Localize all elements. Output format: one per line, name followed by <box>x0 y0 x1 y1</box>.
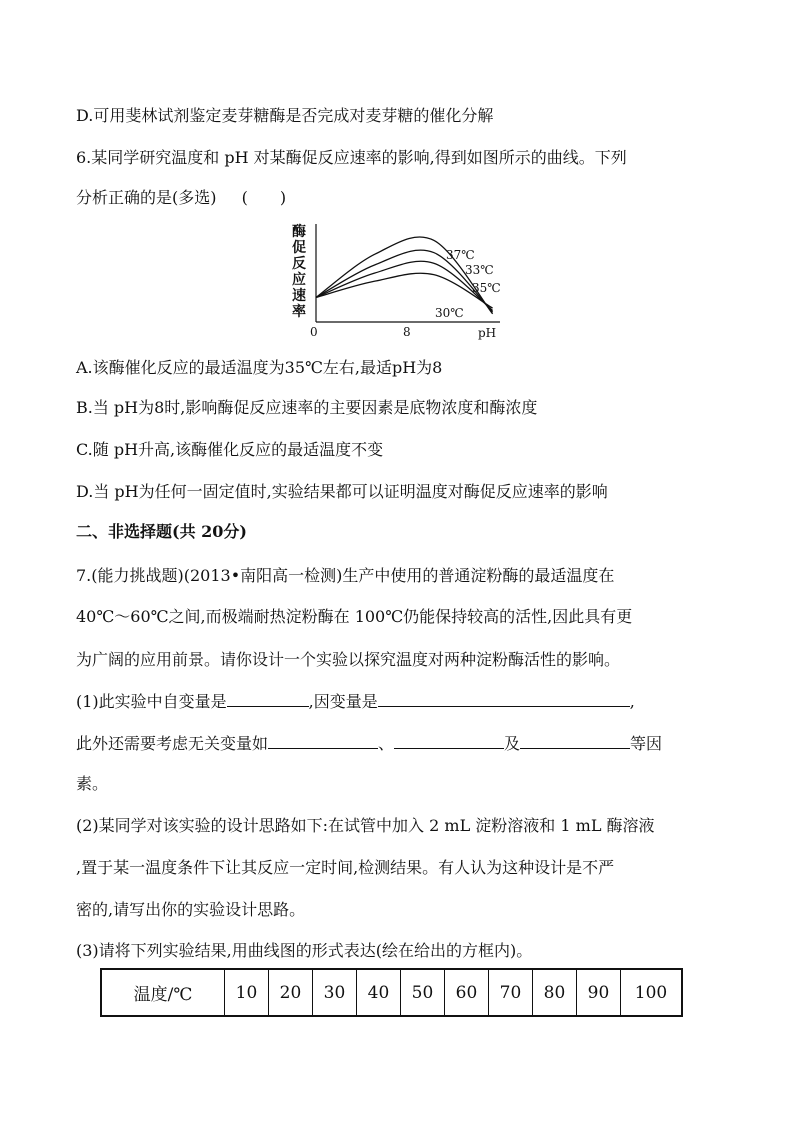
table-cell: 90 <box>577 969 621 1016</box>
table-cell: 40 <box>357 969 401 1016</box>
table-cell: 60 <box>445 969 489 1016</box>
question-7-line1: 7.(能力挑战题)(2013•南阳高一检测)生产中使用的普通淀粉酶的最适温度在 <box>76 566 615 585</box>
part1-text-g: 等因 <box>630 734 663 753</box>
curve-30c <box>316 273 493 308</box>
answer-paren: ( ) <box>241 188 287 207</box>
question-7-part1 <box>76 690 635 713</box>
question-7-part1-line2 <box>76 732 662 755</box>
x-tick-0: 0 <box>310 325 318 339</box>
question-7-part2-line2: ,置于某一温度条件下让其反应一定时间,检测结果。有人认为这种设计是不严 <box>76 858 615 877</box>
table-row <box>101 969 682 1016</box>
blank-independent-var[interactable] <box>227 690 309 707</box>
y-label-char: 反 <box>292 256 306 272</box>
table-cell: 80 <box>533 969 577 1016</box>
option-d: D.当 pH为任何一固定值时,实验结果都可以证明温度对酶促反应速率的影响 <box>76 482 608 501</box>
series-label-30: 30℃ <box>435 306 464 320</box>
option-a: A.该酶催化反应的最适温度为35℃左右,最适pH为8 <box>76 358 443 377</box>
part1-text-e: 、 <box>378 734 395 753</box>
question-6-text: 分析正确的是(多选) <box>76 188 217 207</box>
temperature-table <box>100 968 683 1017</box>
series-label-33: 33℃ <box>465 263 494 277</box>
question-7-line3: 为广阔的应用前景。请你设计一个实验以探究温度对两种淀粉酶活性的影响。 <box>76 650 621 669</box>
question-7-part1-line3: 素。 <box>76 774 109 793</box>
question-7-part2-line1: (2)某同学对该实验的设计思路如下:在试管中加入 2 mL 淀粉溶液和 1 mL 酶溶液 <box>76 816 655 835</box>
section-heading: 二、非选择题(共 20分) <box>76 522 247 541</box>
series-label-35: 35℃ <box>472 281 501 295</box>
table-cell: 30 <box>313 969 357 1016</box>
table-cell: 50 <box>401 969 445 1016</box>
table-header-cell: 温度/℃ <box>101 969 225 1016</box>
option-c: C.随 pH升高,该酶催化反应的最适温度不变 <box>76 440 384 459</box>
part1-text-d: 此外还需要考虑无关变量如 <box>76 734 269 753</box>
option-b: B.当 pH为8时,影响酶促反应速率的主要因素是底物浓度和酶浓度 <box>76 398 538 417</box>
y-label-char: 应 <box>292 272 306 288</box>
x-tick-8: 8 <box>403 325 411 339</box>
table-cell: 20 <box>269 969 313 1016</box>
enzyme-rate-chart <box>290 222 520 346</box>
blank-control-var-3[interactable] <box>520 732 630 749</box>
y-label-char: 速 <box>292 288 306 304</box>
y-label-char: 率 <box>292 304 306 320</box>
y-label-char: 酶 <box>292 224 306 240</box>
part1-text-a: (1)此实验中自变量是 <box>76 692 227 711</box>
series-label-37: 37℃ <box>446 248 475 262</box>
question-7-part3: (3)请将下列实验结果,用曲线图的形式表达(绘在给出的方框内)。 <box>76 941 533 960</box>
question-7-line2: 40℃～60℃之间,而极端耐热淀粉酶在 100℃仍能保持较高的活性,因此具有更 <box>76 607 633 626</box>
question-7-part2-line3: 密的,请写出你的实验设计思路。 <box>76 900 306 919</box>
part1-text-b: ,因变量是 <box>308 692 378 711</box>
option-d-prev: D.可用斐林试剂鉴定麦芽糖酶是否完成对麦芽糖的催化分解 <box>76 106 494 125</box>
x-axis-label: pH <box>478 326 497 340</box>
part1-text-f: 及 <box>504 734 521 753</box>
y-label-char: 促 <box>292 240 306 256</box>
blank-control-var-1[interactable] <box>268 732 378 749</box>
question-6-line1: 6.某同学研究温度和 pH 对某酶促反应速率的影响,得到如图所示的曲线。下列 <box>76 148 627 167</box>
table-cell: 70 <box>489 969 533 1016</box>
part1-text-c: , <box>629 692 635 711</box>
table-cell: 100 <box>621 969 683 1016</box>
question-6-line2 <box>76 187 286 209</box>
table-cell: 10 <box>225 969 269 1016</box>
blank-control-var-2[interactable] <box>394 732 504 749</box>
blank-dependent-var[interactable] <box>378 690 630 707</box>
y-axis-label <box>292 223 306 320</box>
